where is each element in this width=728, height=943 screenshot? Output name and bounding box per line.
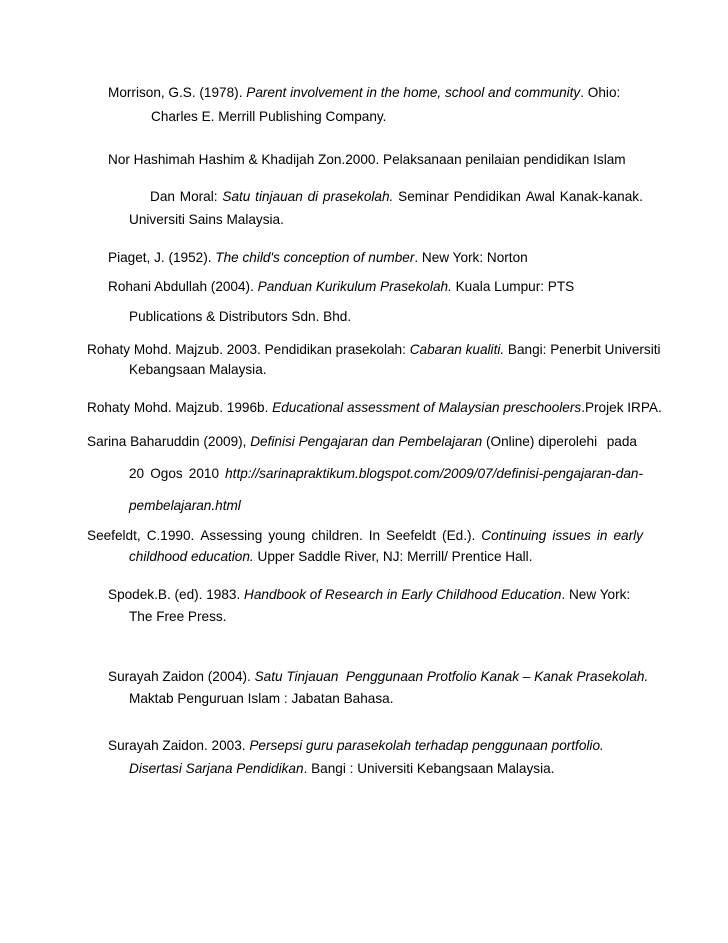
ref-text: . Bangi : Universiti Kebangsaan Malaysia. <box>303 761 555 776</box>
word: Seminar <box>398 189 449 204</box>
word: children. <box>311 528 363 543</box>
ref-text: . New York: <box>561 587 631 602</box>
ref-surayah-2003-line1 <box>108 737 604 755</box>
word: Seefeldt <box>386 528 437 543</box>
word: Moral: <box>179 189 218 204</box>
word: young <box>268 528 306 543</box>
title-word: Continuing <box>481 528 547 543</box>
ref-text: Surayah Zaidon (2004). <box>108 669 255 684</box>
word: In <box>368 528 381 543</box>
ref-title: Educational assessment of Malaysian preschoolers <box>272 400 582 415</box>
ref-text: Surayah Zaidon. 2003. <box>108 738 250 753</box>
title-word: tinjauan <box>255 189 303 204</box>
date-month: Ogos <box>150 466 183 481</box>
ref-text: Rohani Abdullah (2004). <box>108 279 258 294</box>
title-word: prasekolah. <box>323 189 394 204</box>
ref-text: pada <box>606 434 637 449</box>
title-word: early <box>613 528 643 543</box>
title-word: Satu <box>222 189 251 204</box>
word: Dan <box>150 189 175 204</box>
ref-rohaty-2003-line1 <box>87 341 661 359</box>
ref-nor-hashimah-line3: Universiti Sains Malaysia. <box>129 212 284 227</box>
word: C.1990. <box>146 528 195 543</box>
ref-surayah-2004-line2: Maktab Penguruan Islam : Jabatan Bahasa. <box>129 691 394 706</box>
ref-text: Upper Saddle River, NJ: Merrill/ Prentice Hall. <box>253 549 533 564</box>
word: Pendidikan <box>453 189 521 204</box>
ref-spodek-line1 <box>108 586 630 604</box>
ref-rohani-line1 <box>108 278 574 296</box>
ref-title: Persepsi guru parasekolah terhadap penggunaan portfolio. <box>249 738 604 753</box>
ref-text: . New York: Norton <box>414 250 528 265</box>
title-word: in <box>596 528 608 543</box>
ref-nor-hashimah-line1: Nor Hashimah Hashim & Khadijah Zon.2000. Pelaksanaan penilaian pendidikan Islam <box>108 152 626 167</box>
ref-text: .Projek IRPA. <box>581 400 662 415</box>
ref-title: Definisi Pengajaran dan Pembelajaran <box>250 434 483 449</box>
ref-text: Bangi: Penerbit Universiti <box>504 342 661 357</box>
ref-text: Sarina Baharuddin (2009), <box>87 434 251 449</box>
ref-surayah-2004-line1 <box>108 668 648 686</box>
url-text: pembelajaran.html <box>129 498 241 513</box>
date-year: 2010 <box>188 466 220 481</box>
ref-text: Rohaty Mohd. Majzub. 1996b. <box>87 400 273 415</box>
ref-text: Spodek.B. (ed). 1983. <box>108 587 245 602</box>
ref-title: Panduan Kurikulum Prasekolah. <box>257 279 452 294</box>
ref-morrison-line2: Charles E. Merrill Publishing Company. <box>151 109 387 124</box>
ref-title: Cabaran kualiti. <box>409 342 505 357</box>
ref-title: childhood education. <box>129 549 254 564</box>
ref-text: Kuala Lumpur: PTS <box>451 279 575 294</box>
ref-title: The child's conception of number <box>215 250 415 265</box>
title-word: issues <box>552 528 591 543</box>
ref-sarina-line3 <box>129 497 241 515</box>
date-day: 20 <box>129 466 145 481</box>
ref-surayah-2003-line2 <box>129 760 554 778</box>
ref-text: Piaget, J. (1952). <box>108 250 216 265</box>
ref-nor-hashimah-line2 <box>150 188 643 206</box>
ref-rohani-line2: Publications & Distributors Sdn. Bhd. <box>129 309 352 324</box>
ref-text: . Ohio: <box>580 85 621 100</box>
word: Seefeldt, <box>87 528 141 543</box>
ref-text: Rohaty Mohd. Majzub. 2003. Pendidikan prasekolah: <box>87 342 410 357</box>
ref-seefeldt-line1 <box>87 527 643 545</box>
word: Assessing <box>200 528 263 543</box>
word: Awal <box>525 189 555 204</box>
ref-text: Morrison, G.S. (1978). <box>108 85 247 100</box>
url-text: http://sarinapraktikum.blogspot.com/2009/07/definisi-pengajaran-dan- <box>225 466 643 481</box>
ref-title: Handbook of Research in Early Childhood Education <box>244 587 562 602</box>
ref-rohaty-2003-line2: Kebangsaan Malaysia. <box>129 362 267 377</box>
ref-sarina-line2 <box>129 465 643 483</box>
title-word: di <box>307 189 319 204</box>
ref-text: (Online) diperolehi <box>482 434 598 449</box>
word: Kanak-kanak. <box>559 189 643 204</box>
ref-spodek-line2: The Free Press. <box>129 609 227 624</box>
ref-sarina-line1 <box>87 433 637 451</box>
ref-seefeldt-line2 <box>129 548 532 566</box>
ref-piaget <box>108 249 528 267</box>
ref-morrison-line1 <box>108 84 620 102</box>
word: (Ed.). <box>442 528 476 543</box>
ref-title: Satu Tinjauan Penggunaan Protfolio Kanak – Kanak Prasekolah. <box>254 669 649 684</box>
ref-title: Parent involvement in the home, school and community <box>246 85 581 100</box>
ref-rohaty-1996 <box>87 399 662 417</box>
ref-title: Disertasi Sarjana Pendidikan <box>129 761 304 776</box>
